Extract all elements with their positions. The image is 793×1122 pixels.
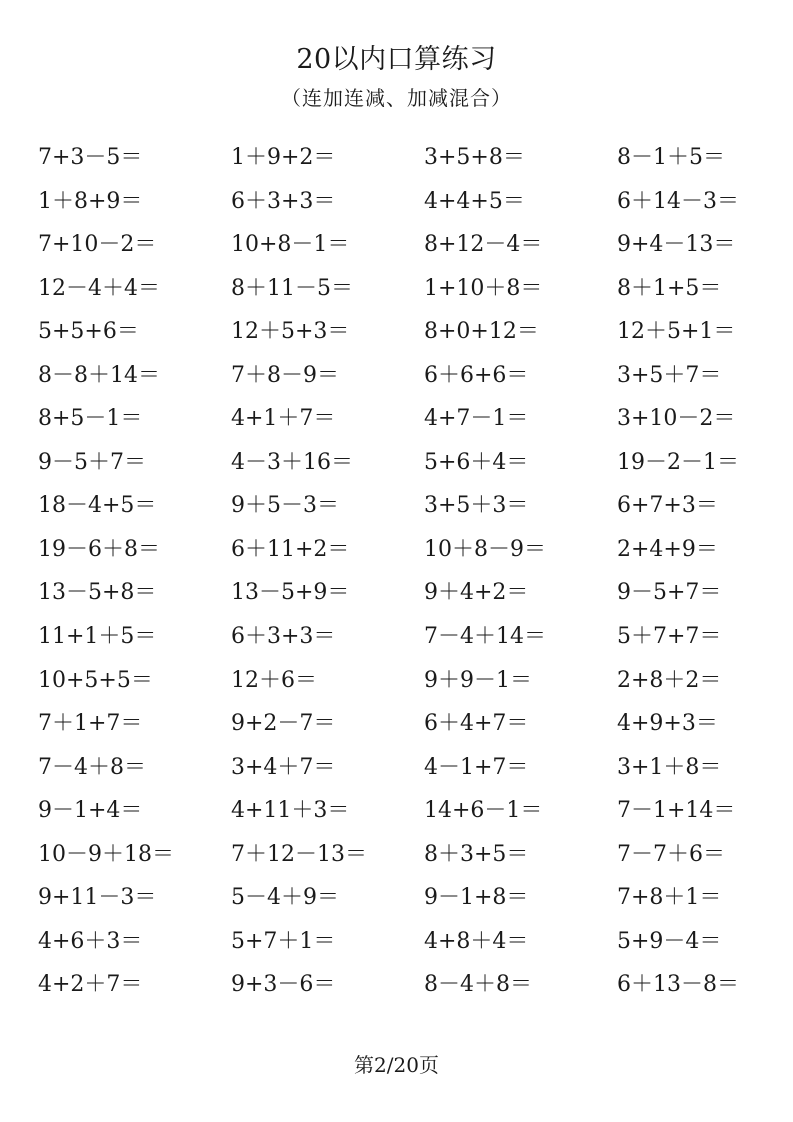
arithmetic-problem: 3+1＋8＝ — [617, 754, 722, 780]
arithmetic-problem: 7－7＋6＝ — [617, 841, 725, 867]
arithmetic-problem: 9－5＋7＝ — [38, 449, 146, 475]
arithmetic-problem: 6+7+3＝ — [617, 493, 718, 519]
arithmetic-problem: 8－8＋14＝ — [38, 362, 160, 388]
arithmetic-problem: 3+5＋7＝ — [617, 362, 722, 388]
page-number: 第2/20页 — [354, 1053, 439, 1077]
arithmetic-problem: 4－3＋16＝ — [231, 449, 353, 475]
arithmetic-problem: 4+11＋3＝ — [231, 798, 350, 824]
page-title: 20以内口算练习 — [296, 44, 497, 75]
arithmetic-problem: 4－1+7＝ — [424, 754, 529, 780]
arithmetic-problem: 13－5+9＝ — [231, 580, 350, 606]
arithmetic-problem: 8+12－4＝ — [424, 232, 543, 258]
arithmetic-problem: 8＋11－5＝ — [231, 275, 353, 301]
arithmetic-problem: 12＋5+3＝ — [231, 319, 350, 345]
arithmetic-problem: 1＋9+2＝ — [231, 145, 336, 170]
arithmetic-problem: 8－4＋8＝ — [424, 972, 532, 998]
arithmetic-problem: 4+2＋7＝ — [38, 972, 143, 998]
arithmetic-problem: 8+5－1＝ — [38, 406, 143, 432]
arithmetic-problem: 9－1+4＝ — [38, 798, 143, 824]
arithmetic-problem: 3+5+8＝ — [424, 145, 525, 170]
arithmetic-problem: 6＋14－3＝ — [617, 188, 739, 214]
arithmetic-problem: 6＋6+6＝ — [424, 362, 529, 388]
arithmetic-problem: 6＋4+7＝ — [424, 711, 529, 737]
arithmetic-problem: 5+9－4＝ — [617, 928, 722, 954]
arithmetic-problem: 2+4+9＝ — [617, 536, 718, 562]
problem-grid — [38, 140, 778, 1011]
arithmetic-problem: 4+8＋4＝ — [424, 928, 529, 954]
arithmetic-problem: 19－6＋8＝ — [38, 536, 160, 562]
arithmetic-problem: 5+5+6＝ — [38, 319, 139, 345]
arithmetic-problem: 5+6＋4＝ — [424, 449, 529, 475]
arithmetic-problem: 7－1+14＝ — [617, 798, 736, 824]
arithmetic-problem: 10+5+5＝ — [38, 667, 153, 693]
arithmetic-problem: 9+11－3＝ — [38, 885, 157, 911]
arithmetic-problem: 5－4＋9＝ — [231, 885, 339, 911]
arithmetic-problem: 13－5+8＝ — [38, 580, 157, 606]
arithmetic-problem: 9＋9－1＝ — [424, 667, 532, 693]
arithmetic-problem: 7+10－2＝ — [38, 232, 157, 258]
arithmetic-problem: 5＋7+7＝ — [617, 624, 722, 650]
arithmetic-problem: 4+7－1＝ — [424, 406, 529, 432]
arithmetic-problem: 9+4－13＝ — [617, 232, 736, 258]
arithmetic-problem: 1+10＋8＝ — [424, 275, 543, 301]
arithmetic-problem: 9＋4+2＝ — [424, 580, 529, 606]
arithmetic-problem: 6＋13－8＝ — [617, 972, 739, 998]
arithmetic-problem: 4+6＋3＝ — [38, 928, 143, 954]
arithmetic-problem: 7＋8－9＝ — [231, 362, 339, 388]
arithmetic-problem: 12＋5+1＝ — [617, 319, 736, 345]
arithmetic-problem: 9＋5－3＝ — [231, 493, 339, 519]
arithmetic-problem: 6＋3+3＝ — [231, 188, 336, 214]
arithmetic-problem: 8+0+12＝ — [424, 319, 539, 345]
arithmetic-problem: 4+1＋7＝ — [231, 406, 336, 432]
arithmetic-problem: 1＋8+9＝ — [38, 188, 143, 214]
arithmetic-problem: 5+7＋1＝ — [231, 928, 336, 954]
arithmetic-problem: 7＋1+7＝ — [38, 711, 143, 737]
arithmetic-problem: 14+6－1＝ — [424, 798, 543, 824]
arithmetic-problem: 18－4+5＝ — [38, 493, 157, 519]
arithmetic-problem: 2+8＋2＝ — [617, 667, 722, 693]
arithmetic-problem: 9+3－6＝ — [231, 972, 336, 998]
arithmetic-problem: 4+4+5＝ — [424, 188, 525, 214]
arithmetic-problem: 7+3－5＝ — [38, 145, 143, 170]
arithmetic-problem: 10－9＋18＝ — [38, 841, 174, 867]
arithmetic-problem: 7＋12－13＝ — [231, 841, 367, 867]
arithmetic-problem: 9－5+7＝ — [617, 580, 722, 606]
arithmetic-problem: 12＋6＝ — [231, 667, 317, 693]
arithmetic-problem: 3+10－2＝ — [617, 406, 736, 432]
arithmetic-problem: 9+2－7＝ — [231, 711, 336, 737]
arithmetic-problem: 7－4＋14＝ — [424, 624, 546, 650]
arithmetic-problem: 4+9+3＝ — [617, 711, 718, 737]
arithmetic-problem: 10＋8－9＝ — [424, 536, 546, 562]
arithmetic-problem: 8＋1+5＝ — [617, 275, 722, 301]
arithmetic-problem: 3+5＋3＝ — [424, 493, 529, 519]
arithmetic-problem: 7+8＋1＝ — [617, 885, 722, 911]
arithmetic-problem: 10+8－1＝ — [231, 232, 350, 258]
arithmetic-problem: 19－2－1＝ — [617, 449, 739, 475]
arithmetic-problem: 7－4＋8＝ — [38, 754, 146, 780]
arithmetic-problem: 6＋11+2＝ — [231, 536, 350, 562]
arithmetic-problem: 3+4＋7＝ — [231, 754, 336, 780]
arithmetic-problem: 12－4＋4＝ — [38, 275, 160, 301]
arithmetic-problem: 8＋3+5＝ — [424, 841, 529, 867]
arithmetic-problem: 11+1＋5＝ — [38, 624, 157, 650]
arithmetic-problem: 9－1+8＝ — [424, 885, 529, 911]
page-subtitle: （连加连减、加减混合） — [281, 86, 512, 110]
arithmetic-problem: 8－1＋5＝ — [617, 145, 725, 170]
arithmetic-problem: 6＋3+3＝ — [231, 624, 336, 650]
